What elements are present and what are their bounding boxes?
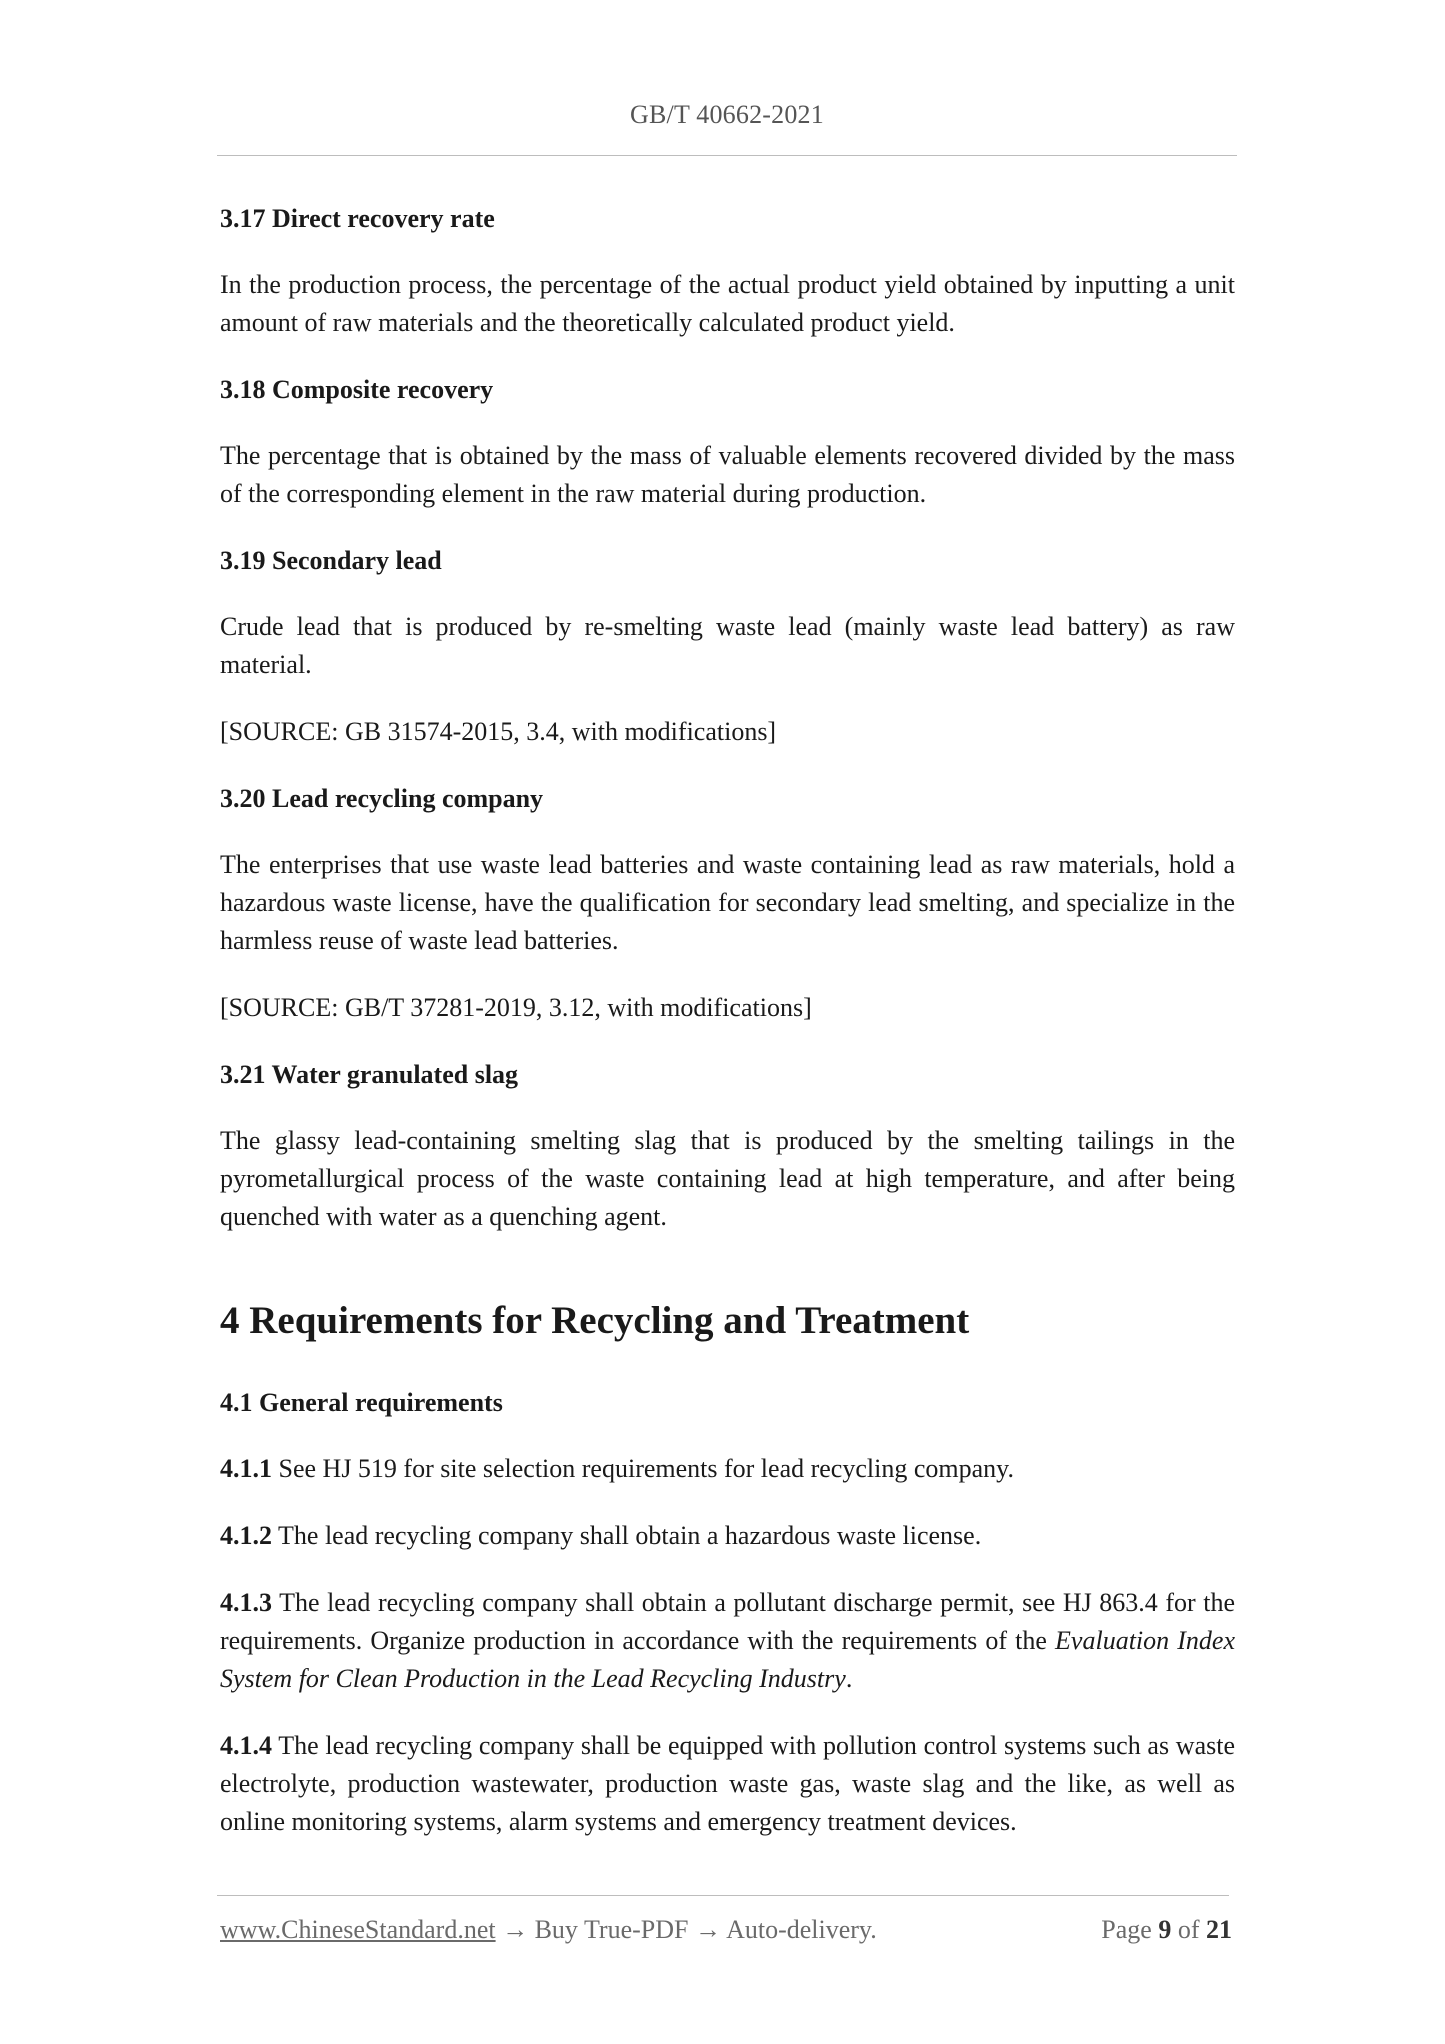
arrow-icon: →: [495, 1915, 535, 1944]
subsection-heading-4-1: 4.1 General requirements: [220, 1388, 503, 1417]
clause-text: The lead recycling company shall be equipped with pollution control systems such as waste electrolyte, production wastewater, production waste gas, waste slag and the like, as well as online monitoring systems, alarm systems and emergency treatment devices.: [220, 1731, 1235, 1836]
page-total: 21: [1206, 1915, 1232, 1944]
page-label: Page: [1101, 1915, 1152, 1944]
term-heading-3-18: 3.18 Composite recovery: [220, 375, 494, 404]
arrow-icon: →: [688, 1915, 727, 1944]
source-note-3-20: [SOURCE: GB/T 37281-2019, 3.12, with modifications]: [220, 993, 812, 1022]
website-link[interactable]: www.ChineseStandard.net: [220, 1915, 496, 1944]
page-number: 9: [1158, 1915, 1172, 1944]
page-header: GB/T 40662-2021: [630, 100, 824, 129]
term-definition-3-21: The glassy lead-containing smelting slag that is produced by the smelting tailings in the pyrometallurgical process of the waste containing lead at high temperature, and after being quenched with water as a quenching agent.: [220, 1126, 1235, 1231]
auto-delivery-text: Auto-delivery.: [726, 1915, 877, 1944]
footer-divider: [217, 1895, 1229, 1896]
clause-italic-title: Evaluation Index System for Clean Production in the Lead Recycling Industry: [220, 1626, 1235, 1693]
term-definition-3-19: Crude lead that is produced by re-smelting waste lead (mainly waste lead battery) as raw material.: [220, 612, 1235, 679]
clause-4-1-3: [220, 1584, 1235, 1698]
document-body: [220, 200, 1235, 1870]
clause-4-1-1: [220, 1450, 1235, 1488]
page-footer: [220, 1915, 1232, 1955]
footer-promo: [220, 1915, 877, 1945]
header-divider: [217, 155, 1237, 156]
term-definition-3-20: The enterprises that use waste lead batteries and waste containing lead as raw materials, hold a hazardous waste license, have the qualification for secondary lead smelting, and specialize in the harmless reuse of waste lead batteries.: [220, 850, 1235, 955]
term-definition-3-18: The percentage that is obtained by the mass of valuable elements recovered divided by the mass of the corresponding element in the raw material during production.: [220, 441, 1235, 508]
clause-4-1-4: [220, 1727, 1235, 1841]
section-heading-4: 4 Requirements for Recycling and Treatment: [220, 1299, 970, 1342]
term-definition-3-17: In the production process, the percentage of the actual product yield obtained by inputting a unit amount of raw materials and the theoretically calculated product yield.: [220, 270, 1235, 337]
page-indicator: [1101, 1915, 1232, 1945]
clause-text: The lead recycling company shall obtain a pollutant discharge permit, see HJ 863.4 for the requirements. Organize production in accordance with the requirements of the: [220, 1588, 1235, 1655]
clause-tail: .: [845, 1664, 853, 1693]
clause-number: 4.1.1: [220, 1454, 272, 1483]
term-heading-3-20: 3.20 Lead recycling company: [220, 784, 544, 813]
clause-number: 4.1.3: [220, 1588, 272, 1617]
term-heading-3-21: 3.21 Water granulated slag: [220, 1060, 519, 1089]
clause-4-1-2: [220, 1517, 1235, 1555]
clause-text: See HJ 519 for site selection requirements for lead recycling company.: [272, 1454, 1014, 1483]
term-heading-3-17: 3.17 Direct recovery rate: [220, 204, 495, 233]
clause-number: 4.1.4: [220, 1731, 272, 1760]
buy-pdf-text: Buy True-PDF: [534, 1915, 689, 1944]
of-label: of: [1177, 1915, 1200, 1944]
clause-number: 4.1.2: [220, 1521, 272, 1550]
clause-text: The lead recycling company shall obtain a hazardous waste license.: [272, 1521, 982, 1550]
term-heading-3-19: 3.19 Secondary lead: [220, 546, 442, 575]
source-note-3-19: [SOURCE: GB 31574-2015, 3.4, with modifications]: [220, 717, 777, 746]
